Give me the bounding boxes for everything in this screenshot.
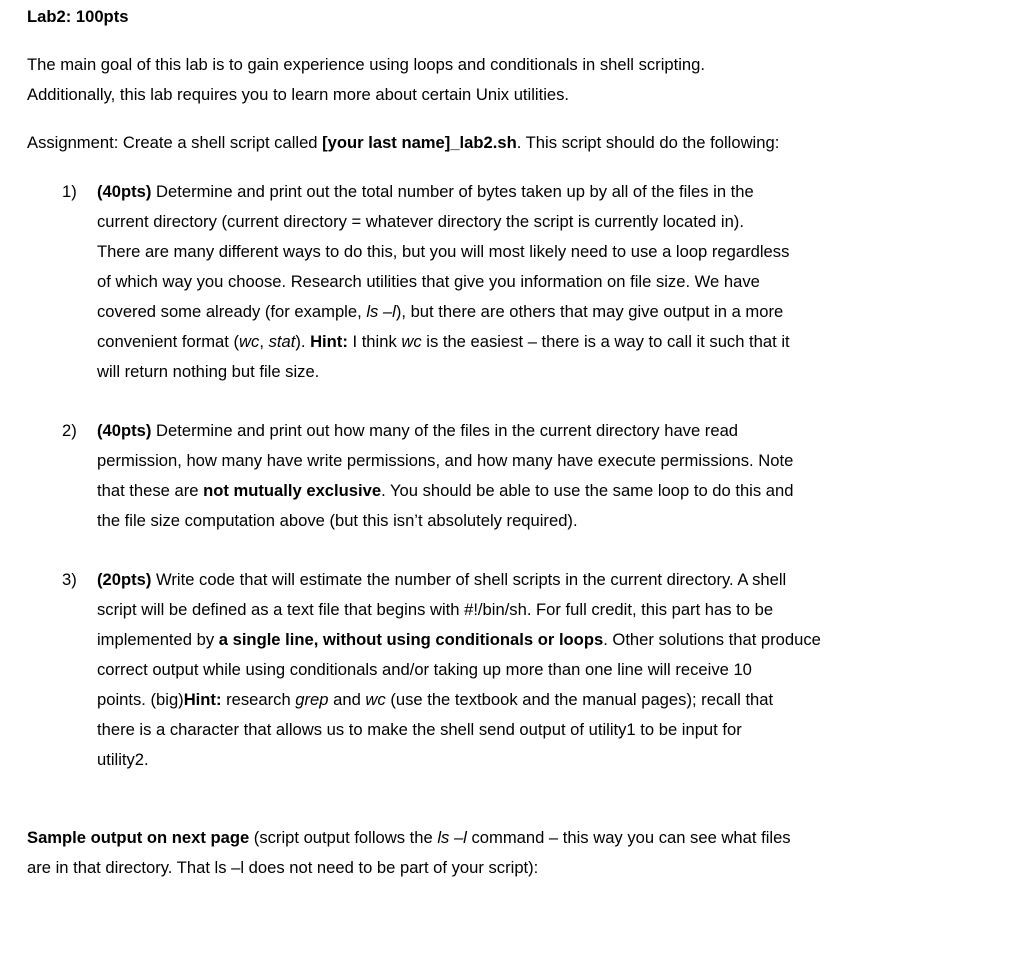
text-run: correct output while using conditionals and/or taking up more than one line will receive 10 xyxy=(97,660,752,679)
item-line xyxy=(97,446,793,476)
text-run: . This script should do the following: xyxy=(516,133,780,152)
text-run: . You should be able to use the same loop to do this and xyxy=(381,481,794,500)
text-run: grep xyxy=(295,690,329,709)
text-run: and xyxy=(328,690,366,709)
text-run: wc xyxy=(365,690,386,709)
text-run: research xyxy=(221,690,296,709)
text-run: covered some already (for example, xyxy=(97,302,367,321)
sample-line xyxy=(27,853,538,883)
item-line xyxy=(97,685,773,715)
item-line xyxy=(97,715,742,745)
assignment-line xyxy=(27,128,779,158)
text-run: will return nothing but file size. xyxy=(97,362,320,381)
text-run: There are many different ways to do this, but you will most likely need to use a loop regardless xyxy=(97,242,790,261)
text-run: ls –l xyxy=(437,828,467,847)
text-run: The main goal of this lab is to gain experience using loops and conditionals in shell scripting. xyxy=(27,55,705,74)
text-run: (use the textbook and the manual pages); recall that xyxy=(385,690,774,709)
text-run: implemented by xyxy=(97,630,219,649)
text-run: (40pts) xyxy=(97,182,152,201)
text-run: Sample output on next page xyxy=(27,828,250,847)
text-run: command – this way you can see what files xyxy=(466,828,791,847)
item-line xyxy=(97,476,793,506)
text-run: points. (big) xyxy=(97,690,184,709)
page-title xyxy=(27,2,128,32)
text-run: is the easiest – there is a way to call it such that it xyxy=(421,332,790,351)
text-run: current directory (current directory = whatever directory the script is currently located in). xyxy=(97,212,744,231)
text-run: (40pts) xyxy=(97,421,152,440)
item-number: 3) xyxy=(62,570,77,589)
text-run: (20pts) xyxy=(97,570,152,589)
text-run: utility2. xyxy=(97,750,149,769)
item-number: 1) xyxy=(62,182,77,201)
text-run: stat xyxy=(268,332,296,351)
item-line xyxy=(97,297,783,327)
text-run: the file size computation above (but this isn’t absolutely required). xyxy=(97,511,578,530)
item-line xyxy=(97,745,149,775)
text-run: Determine and print out how many of the files in the current directory have read xyxy=(151,421,739,440)
item-line xyxy=(97,416,738,446)
text-run: wc xyxy=(239,332,260,351)
text-run: that these are xyxy=(97,481,204,500)
item-line xyxy=(97,595,773,625)
text-run: there is a character that allows us to make the shell send output of utility1 to be input for xyxy=(97,720,742,739)
text-run: ls –l xyxy=(366,302,396,321)
text-run: Assignment: Create a shell script called xyxy=(27,133,323,152)
text-run: Determine and print out the total number of bytes taken up by all of the files in the xyxy=(151,182,754,201)
item-line xyxy=(97,655,752,685)
text-run: (script output follows the xyxy=(249,828,438,847)
item-line xyxy=(97,237,789,267)
text-run: convenient format ( xyxy=(97,332,240,351)
text-run: ), but there are others that may give output in a more xyxy=(395,302,784,321)
text-run: of which way you choose. Research utilities that give you information on file size. We have xyxy=(97,272,760,291)
text-run: not mutually exclusive xyxy=(203,481,382,500)
text-run: permission, how many have write permissions, and how many have execute permissions. Note xyxy=(97,451,794,470)
item-line xyxy=(97,207,744,237)
intro-line xyxy=(27,80,569,110)
sample-line xyxy=(27,823,791,853)
item-line xyxy=(97,327,790,357)
item-line xyxy=(97,565,786,595)
text-run: script will be defined as a text file that begins with #!/bin/sh. For full credit, this part has to be xyxy=(97,600,774,619)
item-line xyxy=(97,357,319,387)
text-run: [your last name]_lab2.sh xyxy=(322,133,517,152)
item-line xyxy=(97,267,760,297)
text-run: are in that directory. That ls –l does not need to be part of your script): xyxy=(27,858,539,877)
text-run: Write code that will estimate the number of shell scripts in the current directory. A shell xyxy=(151,570,787,589)
text-run: a single line, without using conditionals or loops xyxy=(218,630,604,649)
intro-line xyxy=(27,50,705,80)
text-run: , xyxy=(259,332,269,351)
text-run: . Other solutions that produce xyxy=(603,630,821,649)
item-line xyxy=(97,625,821,655)
item-number: 2) xyxy=(62,421,77,440)
text-run: Lab2: 100pts xyxy=(27,7,129,26)
text-run: wc xyxy=(401,332,422,351)
text-run: ). xyxy=(295,332,311,351)
item-line xyxy=(97,177,754,207)
text-run: I think xyxy=(347,332,402,351)
text-run: Hint: xyxy=(310,332,348,351)
item-line xyxy=(97,506,578,536)
text-run: Hint: xyxy=(183,690,222,709)
text-run: Additionally, this lab requires you to learn more about certain Unix utilities. xyxy=(27,85,570,104)
